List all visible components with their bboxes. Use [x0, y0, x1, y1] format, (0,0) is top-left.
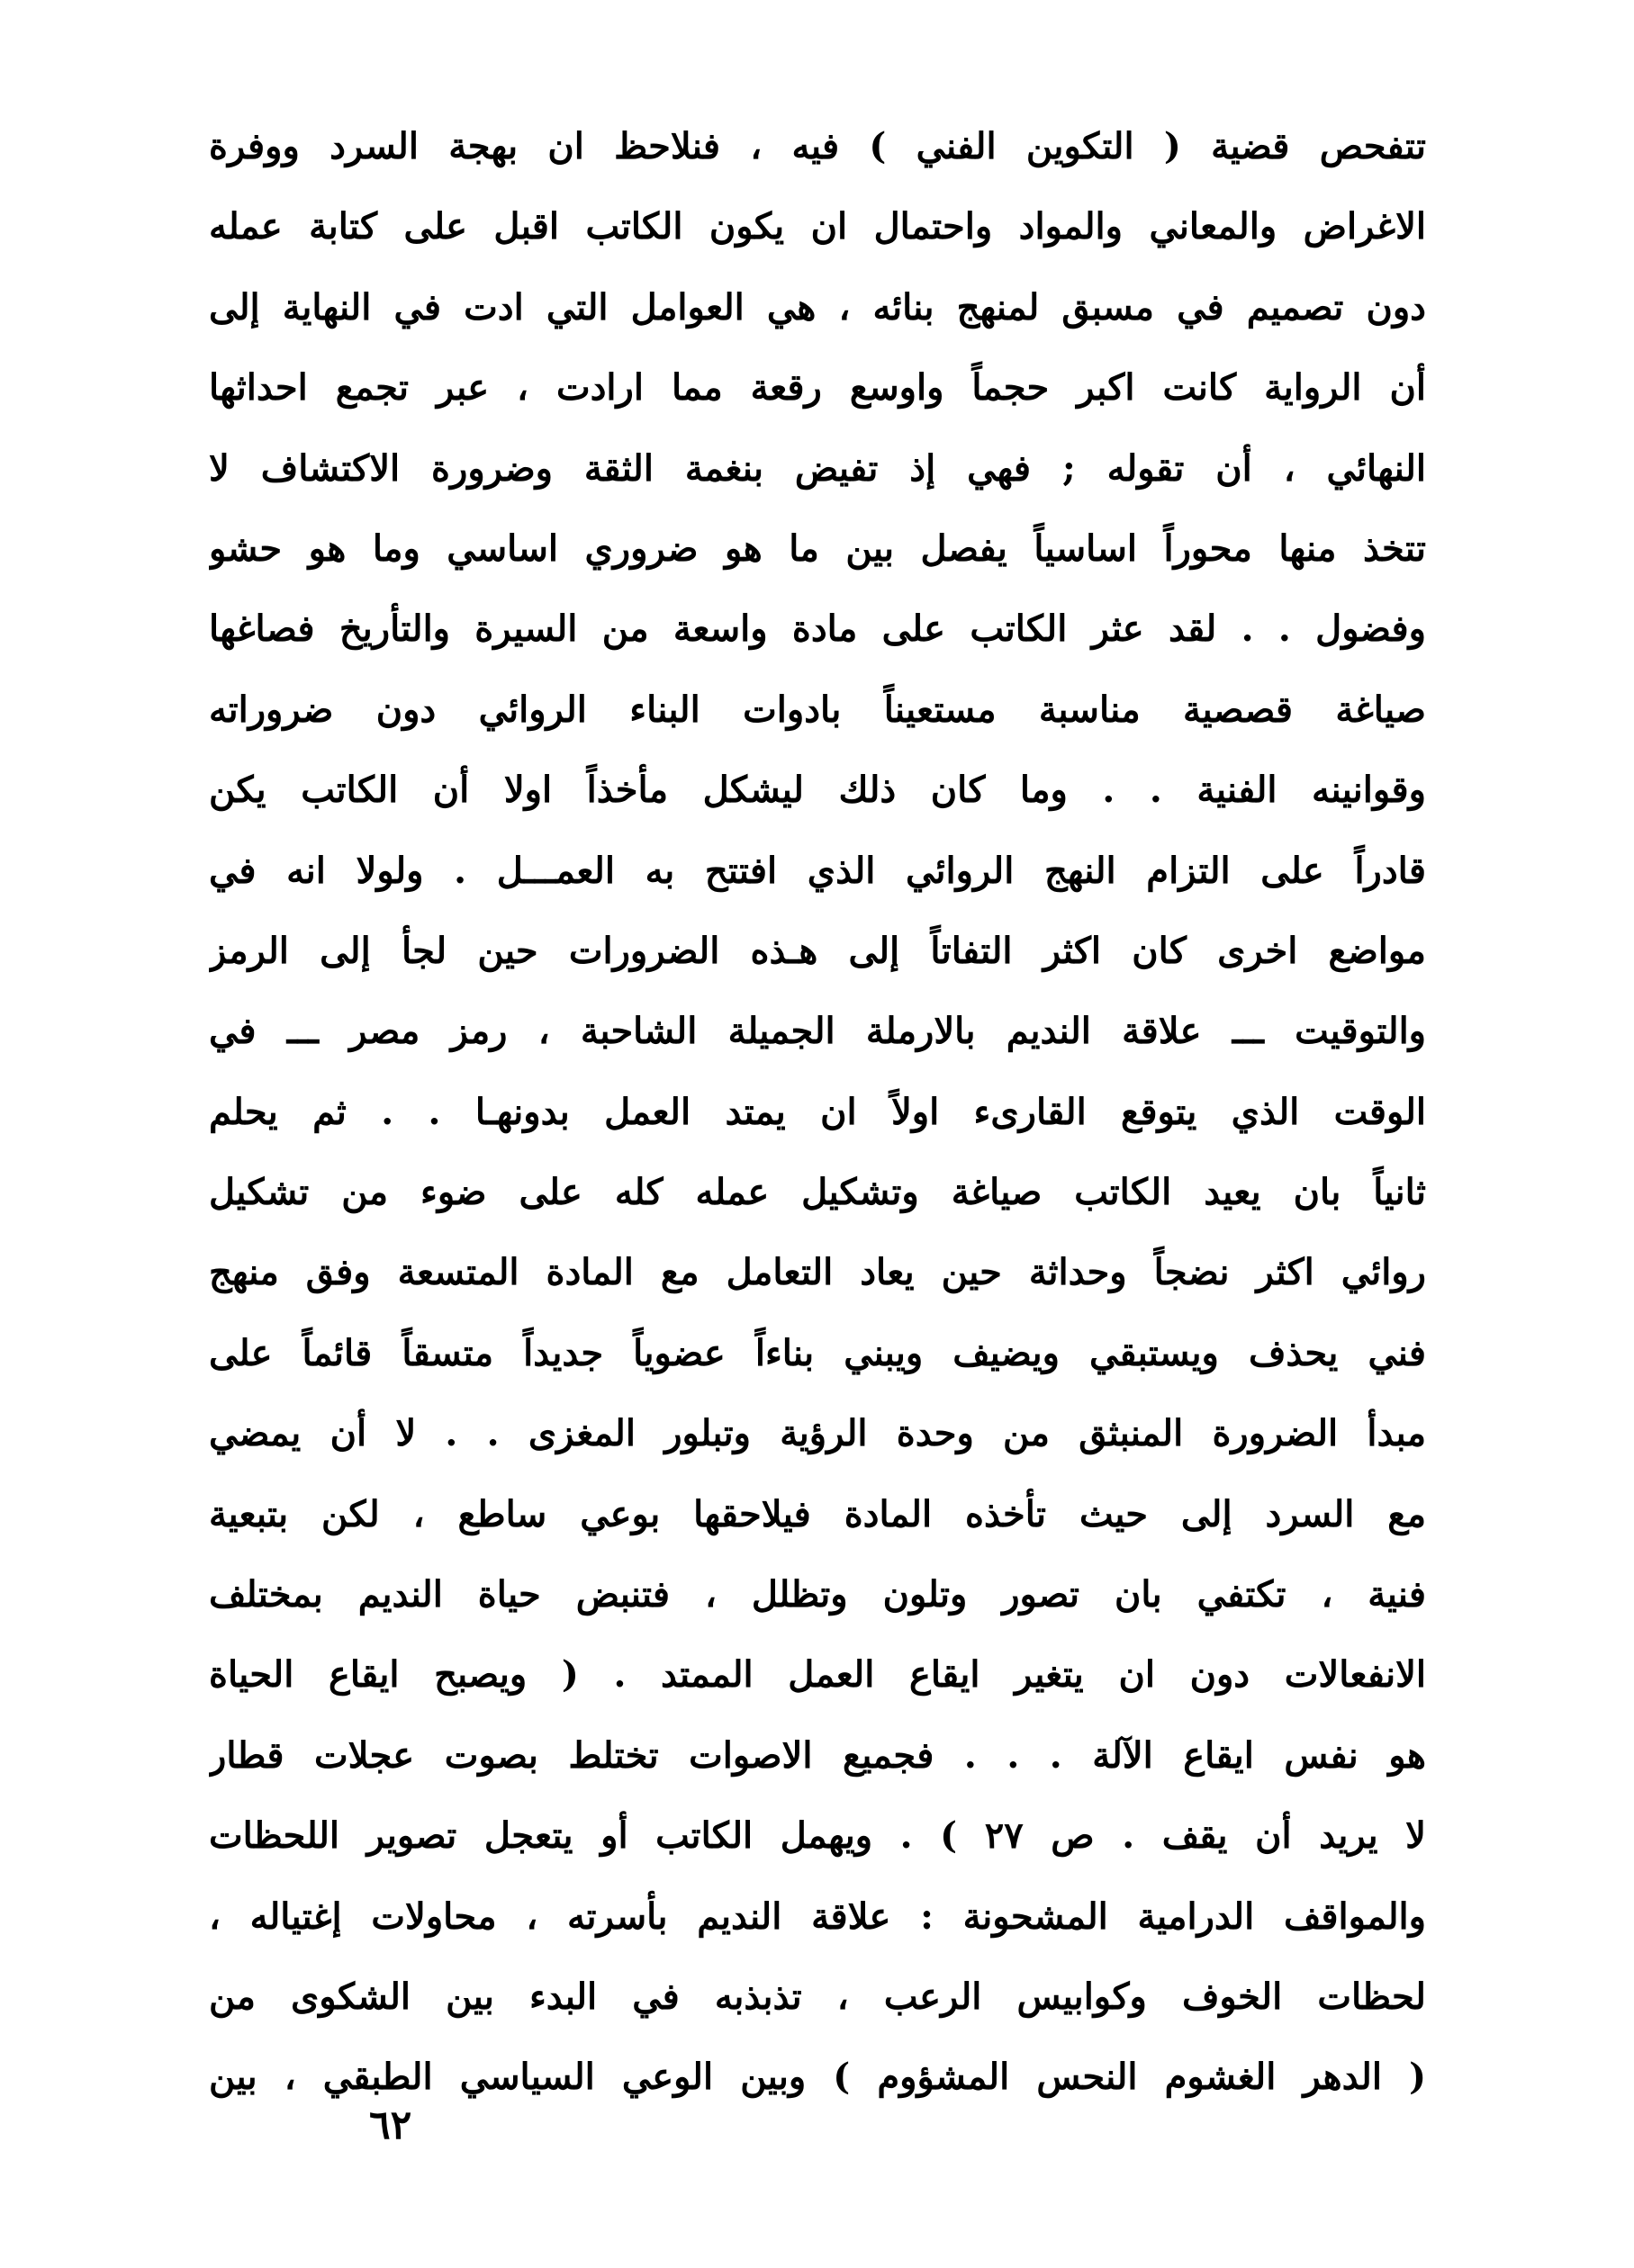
text-line: تتفحص قضية ( التكوين الفني ) فيه ، فنلاحظ ان بهجة السرد ووفرة — [209, 125, 1426, 167]
text-line: مواضع اخرى كان اكثر التفاتاً إلى هـذه الضرورات حين لجأ إلى الرمز — [209, 929, 1426, 972]
text-line: صياغة قصصية مناسبة مستعيناً بادوات البناء الروائي دون ضروراته — [209, 688, 1426, 731]
text-line: قادراً على التزام النهج الروائي الذي افتتح به العمـــل . ولولا انه في — [209, 849, 1426, 892]
text-line: الاغراض والمعاني والمواد واحتمال ان يكون الكاتب اقبل على كتابة عمله — [209, 205, 1426, 248]
text-line: ثانياً بان يعيد الكاتب صياغة وتشكيل عمله كله على ضوء من تشكيل — [209, 1171, 1426, 1214]
text-line: الانفعالات دون ان يتغير ايقاع العمل الممتد . ( ويصبح ايقاع الحياة — [209, 1653, 1426, 1696]
text-line: وفضول . . لقد عثر الكاتب على مادة واسعة من السيرة والتأريخ فصاغها — [209, 608, 1426, 651]
text-line: لحظات الخوف وكوابيس الرعب ، تذبذبه في البدء بين الشكوى من — [209, 1975, 1426, 2018]
text-line: والتوقيت ـــ علاقة النديم بالارملة الجميلة الشاحبة ، رمز مصر ـــ في — [209, 1010, 1426, 1053]
text-line: ( الدهر الغشوم النحس المشؤوم ) وبين الوعي السياسي الطبقي ، بين — [209, 2056, 1426, 2099]
text-line: مع السرد إلى حيث تأخذه المادة فيلاحقها بوعي ساطع ، لكن بتبعية — [209, 1492, 1426, 1535]
text-line: روائي اكثر نضجاً وحداثة حين يعاد التعامل مع المادة المتسعة وفق منهج — [209, 1251, 1426, 1294]
text-line: تتخذ منها محوراً اساسياً يفصل بين ما هو ضروري اساسي وما هو حشو — [209, 526, 1426, 570]
text-line: مبدأ الضرورة المنبثق من وحدة الرؤية وتبلور المغزى . . لا أن يمضي — [209, 1412, 1426, 1455]
text-line: والمواقف الدرامية المشحونة : علاقة النديم بأسرته ، محاولات إغتياله ، — [209, 1894, 1426, 1938]
body-text — [209, 106, 1426, 2118]
text-line: الوقت الذي يتوقع القارىء اولاً ان يمتد العمل بدونهـا . . ثم يحلم — [209, 1090, 1426, 1133]
text-line: هو نفس ايقاع الآلة . . . فجميع الاصوات تختلط بصوت عجلات قطار — [209, 1733, 1426, 1777]
text-line: أن الرواية كانت اكبر حجماً واوسع رقعة مما ارادت ، عبر تجمع احداثها — [209, 366, 1426, 410]
text-line: النهائي ، أن تقوله ; فهي إذ تفيض بنغمة الثقة وضرورة الاكتشاف لا — [209, 446, 1426, 490]
page-number: ٦٢ — [369, 2102, 412, 2148]
text-line: فني يحذف ويستبقي ويضيف ويبني بناءاً عضوياً جديداً متسقاً قائماً على — [209, 1331, 1426, 1374]
text-line: وقوانينه الفنية . . وما كان ذلك ليشكل مأخذاً اولا أن الكاتب يكن — [209, 769, 1426, 812]
text-line: لا يريد أن يقف . ص ٢٧ ) . ويهمل الكاتب أو يتعجل تصوير اللحظات — [209, 1814, 1426, 1858]
text-line: فنية ، تكتفي بان تصور وتلون وتظلل ، فتنبض حياة النديم بمختلف — [209, 1573, 1426, 1616]
text-line: دون تصميم في مسبق لمنهج بنائه ، هي العوامل التي ادت في النهاية إلى — [209, 285, 1426, 328]
